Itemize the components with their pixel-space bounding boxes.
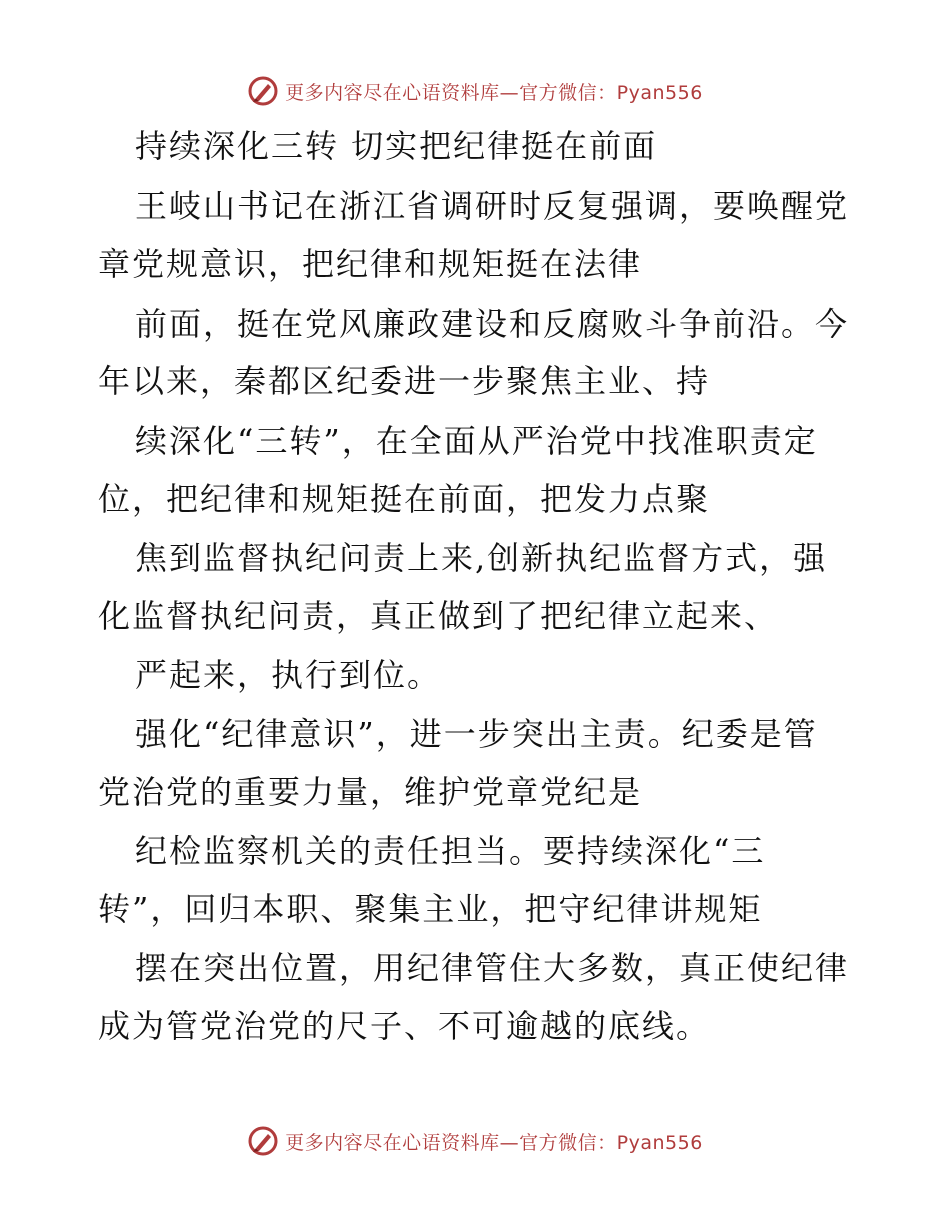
body-line: 续深化“三转”，在全面从严治党中找准职责定 (135, 422, 818, 460)
body-line: 摆在突出位置，用纪律管住大多数，真正使纪律 (135, 949, 850, 987)
body-line: 年以来，秦都区纪委进一步聚焦主业、持 (98, 362, 711, 400)
body-line: 强化“纪律意识”，进一步突出主责。纪委是管 (135, 715, 818, 753)
body-line: 焦到监督执纪问责上来,创新执纪监督方式，强 (135, 539, 828, 577)
footer-watermark (0, 1121, 950, 1161)
watermark-text: 更多内容尽在心语资料库—官方微信：Pyan556 (285, 81, 703, 104)
body-line: 章党规意识，把纪律和规矩挺在法律 (98, 245, 643, 283)
pen-logo-icon (247, 75, 279, 107)
pen-logo-icon (247, 1125, 279, 1157)
body-line: 前面，挺在党风廉政建设和反腐败斗争前沿。今 (135, 305, 850, 343)
body-line: 党治党的重要力量，维护党章党纪是 (98, 773, 643, 811)
watermark-text: 更多内容尽在心语资料库—官方微信：Pyan556 (285, 1131, 703, 1154)
body-line: 成为管党治党的尺子、不可逾越的底线。 (98, 1007, 711, 1045)
body-line: 化监督执纪问责，真正做到了把纪律立起来、 (98, 597, 779, 635)
header-watermark (0, 71, 950, 111)
body-line: 位，把纪律和规矩挺在前面，把发力点聚 (98, 480, 711, 518)
body-line: 严起来，执行到位。 (135, 656, 442, 694)
body-line: 纪检监察机关的责任担当。要持续深化“三 (135, 832, 766, 870)
document-title: 持续深化三转 切实把纪律挺在前面 (135, 127, 658, 165)
body-line: 王岐山书记在浙江省调研时反复强调，要唤醒党 (135, 187, 850, 225)
body-line: 转”，回归本职、聚集主业，把守纪律讲规矩 (98, 890, 763, 928)
